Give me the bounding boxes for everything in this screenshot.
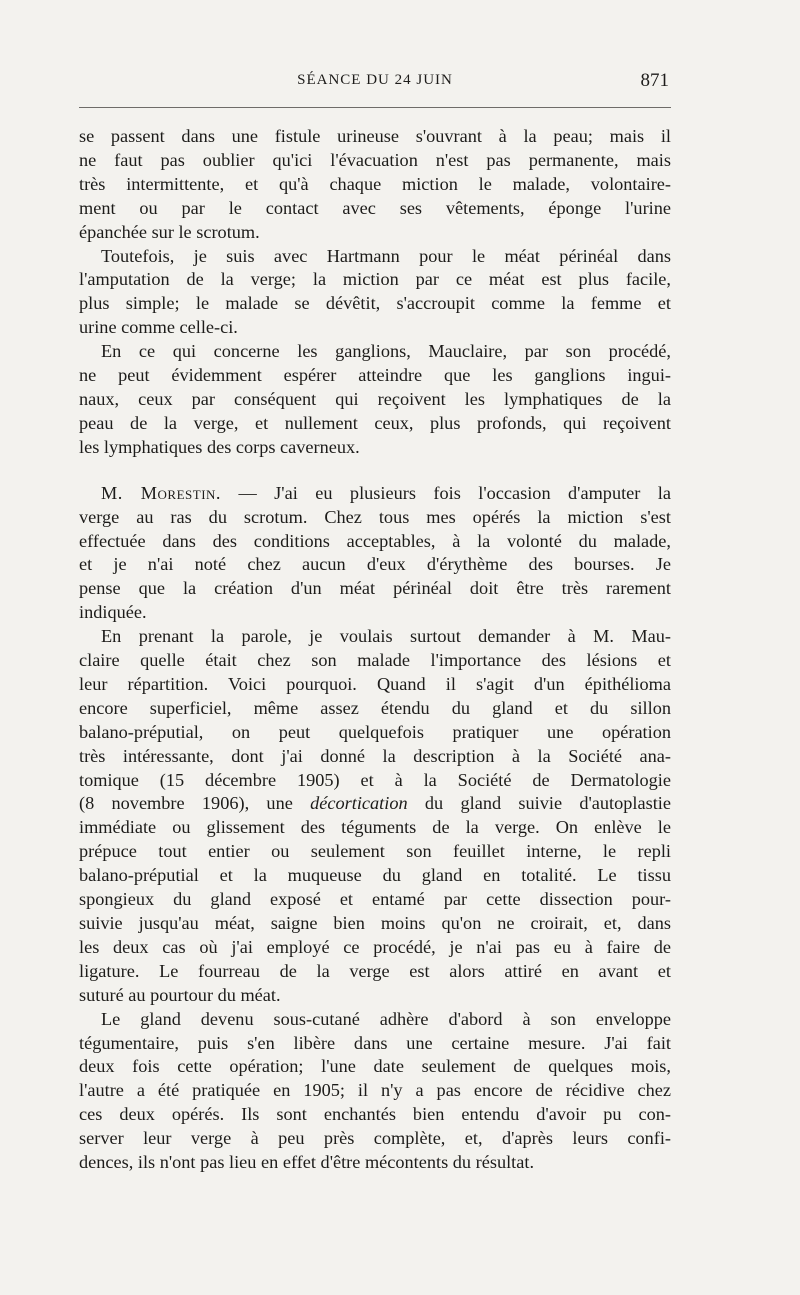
italic-term: décortication	[310, 793, 408, 814]
header-rule	[79, 107, 671, 108]
text-line: ment ou par le contact avec ses vêtements, éponge l'urine	[79, 197, 671, 218]
body-text	[79, 125, 671, 1175]
text-line: et je n'ai noté chez aucun d'eux d'érythème des bourses. Je	[79, 554, 671, 575]
text-line: urine comme celle-ci.	[79, 317, 238, 338]
text-line: leur répartition. Voici pourquoi. Quand il s'agit d'un épithélioma	[79, 673, 671, 694]
text-line: ne faut pas oublier qu'ici l'évacuation n'est pas permanente, mais	[79, 149, 671, 170]
paragraph	[79, 125, 671, 245]
text-line: effectuée dans des conditions acceptables, à la volonté du malade,	[79, 530, 671, 551]
text-line: les deux cas où j'ai employé ce procédé, je n'ai pas eu à faire de	[79, 936, 671, 957]
text-line: claire quelle était chez son malade l'importance des lésions et	[79, 650, 671, 671]
text-line: spongieux du gland exposé et entamé par cette dissection pour-	[79, 889, 671, 910]
text-line: Toutefois, je suis avec Hartmann pour le méat périnéal dans	[101, 245, 671, 266]
text-line: Le gland devenu sous-cutané adhère d'abord à son enveloppe	[101, 1008, 671, 1029]
text-line: M. Morestin. — J'ai eu plusieurs fois l'occasion d'amputer la	[101, 482, 672, 503]
text-line: (8 novembre 1906), une décortication du gland suivie d'autoplastie	[79, 793, 671, 814]
text-line: ligature. Le fourreau de la verge est alors attiré en avant et	[79, 960, 671, 981]
page	[79, 70, 672, 1173]
text-line: prépuce tout entier ou seulement son feuillet interne, le repli	[79, 841, 671, 862]
text-line: l'amputation de la verge; la miction par ce méat est plus facile,	[79, 269, 671, 290]
text-line: très intermittente, et qu'à chaque miction le malade, volontaire-	[79, 173, 671, 194]
text-line: suturé au pourtour du méat.	[79, 984, 281, 1005]
text-line: immédiate ou glissement des téguments de la verge. On enlève le	[79, 817, 671, 838]
paragraph	[79, 482, 671, 625]
text-line: les lymphatiques des corps caverneux.	[79, 436, 360, 457]
paragraph	[79, 340, 671, 460]
text-line: tégumentaire, puis s'en libère dans une certaine mesure. J'ai fait	[79, 1032, 671, 1053]
text-line: plus simple; le malade se dévêtit, s'accroupit comme la femme et	[79, 293, 671, 314]
text-line: verge au ras du scrotum. Chez tous mes opérés la miction s'est	[79, 506, 671, 527]
text-line: encore superficiel, même assez étendu du gland et du sillon	[79, 697, 671, 718]
text-line: En prenant la parole, je voulais surtout demander à M. Mau-	[101, 626, 671, 647]
text-line: très intéressante, dont j'ai donné la description à la Société ana-	[79, 745, 671, 766]
text-line: épanchée sur le scrotum.	[79, 221, 260, 242]
text-line: indiquée.	[79, 602, 147, 623]
text-line: balano-préputial et la muqueuse du gland en totalité. Le tissu	[79, 865, 671, 886]
text-line: ces deux opérés. Ils sont enchantés bien entendu d'avoir pu con-	[79, 1104, 671, 1125]
header-title: SÉANCE DU 24 JUIN	[297, 72, 453, 88]
section-gap	[79, 460, 671, 482]
text-line: deux fois cette opération; l'une date seulement de quelques mois,	[79, 1056, 671, 1077]
text-line: En ce qui concerne les ganglions, Mauclaire, par son procédé,	[101, 341, 671, 362]
text-line: ne peut évidemment espérer atteindre que les ganglions ingui-	[79, 365, 671, 386]
text-line: suivie jusqu'au méat, saigne bien moins qu'on ne croirait, et, dans	[79, 913, 671, 933]
paragraph	[79, 245, 671, 341]
text-line: naux, ceux par conséquent qui reçoivent les lymphatiques de la	[79, 388, 671, 409]
text-line: pense que la création d'un méat périnéal doit être très rarement	[79, 578, 671, 599]
text-line: tomique (15 décembre 1905) et à la Société de Dermatologie	[79, 769, 671, 790]
speaker-name: M. Morestin.	[101, 482, 221, 503]
text-line: se passent dans une fistule urineuse s'ouvrant à la peau; mais il	[79, 126, 671, 146]
text-line: server leur verge à peu près complète, et, d'après leurs confi-	[79, 1128, 671, 1149]
text-line: peau de la verge, et nullement ceux, plus profonds, qui reçoivent	[79, 412, 671, 433]
paragraph	[79, 1008, 671, 1175]
paragraph	[79, 625, 671, 1008]
text-line: dences, ils n'ont pas lieu en effet d'être mécontents du résultat.	[79, 1152, 535, 1173]
text-line: l'autre a été pratiquée en 1905; il n'y a pas encore de récidive chez	[79, 1080, 671, 1101]
page-number: 871	[640, 70, 669, 91]
text-line: balano-préputial, on peut quelquefois pratiquer une opération	[79, 721, 671, 742]
running-header	[79, 70, 671, 98]
